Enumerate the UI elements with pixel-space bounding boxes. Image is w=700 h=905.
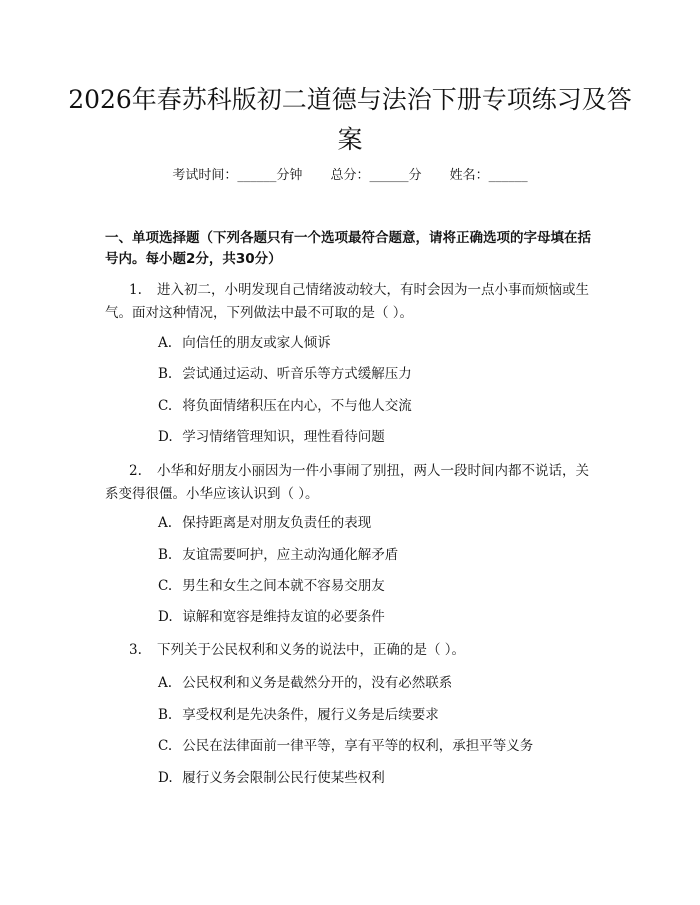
answer-option — [158, 607, 598, 627]
option-letter: D. — [158, 609, 173, 625]
option-text: 向信任的朋友或家人倾诉 — [182, 335, 331, 351]
option-text: 履行义务会限制公民行使某些权利 — [182, 770, 385, 786]
question-stem — [105, 279, 600, 325]
option-text: 公民权利和义务是截然分开的，没有必然联系 — [182, 675, 453, 691]
answer-option — [158, 673, 598, 693]
page-title: 2026年春苏科版初二道德与法治下册专项练习及答案 — [68, 85, 632, 154]
option-letter: C. — [158, 578, 173, 594]
option-letter: D. — [158, 429, 173, 445]
student-name-field: 姓名：______ — [449, 168, 528, 183]
question-text: 下列关于公民权利和义务的说法中，正确的是（ ）。 — [157, 642, 466, 658]
answer-option — [158, 513, 598, 533]
option-text: 保持距离是对朋友负责任的表现 — [182, 515, 372, 531]
question-number: 1. — [129, 282, 142, 298]
option-text: 享受权利是先决条件，履行义务是后续要求 — [182, 707, 439, 723]
option-text: 学习情绪管理知识，理性看待问题 — [182, 429, 385, 445]
question-number: 3. — [129, 642, 142, 658]
question-text: 小华和好朋友小丽因为一件小事闹了别扭，两人一段时间内都不说话，关系变得很僵。小华应该认识到（ ）。 — [105, 463, 589, 502]
option-letter: B. — [158, 707, 173, 723]
option-letter: C. — [158, 738, 173, 754]
answer-option — [158, 576, 598, 596]
option-letter: A. — [158, 675, 173, 691]
answer-option — [158, 364, 598, 384]
option-text: 谅解和宽容是维持友谊的必要条件 — [182, 609, 385, 625]
option-text: 友谊需要呵护，应主动沟通化解矛盾 — [182, 547, 399, 563]
option-letter: A. — [158, 515, 173, 531]
total-score-field: 总分：______分 — [330, 168, 422, 183]
option-letter: B. — [158, 547, 173, 563]
answer-option — [158, 768, 598, 788]
question-stem — [105, 460, 600, 506]
answer-option — [158, 736, 598, 756]
exam-time-field: 考试时间：______分钟 — [172, 168, 303, 183]
option-text: 公民在法律面前一律平等，享有平等的权利，承担平等义务 — [182, 738, 534, 754]
option-text: 将负面情绪积压在内心，不与他人交流 — [182, 398, 412, 414]
section-heading: 一、单项选择题（下列各题只有一个选项最符合题意，请将正确选项的字母填在括号内。每小题2分，共30分） — [105, 230, 591, 267]
answer-option — [158, 705, 598, 725]
option-letter: C. — [158, 398, 173, 414]
answer-option — [158, 396, 598, 416]
question-text: 进入初二，小明发现自己情绪波动较大，有时会因为一点小事而烦恼或生气。面对这种情况，下列做法中最不可取的是（ ）。 — [105, 282, 589, 321]
option-letter: D. — [158, 770, 173, 786]
question-number: 2. — [129, 463, 142, 479]
option-letter: B. — [158, 366, 173, 382]
option-text: 男生和女生之间本就不容易交朋友 — [182, 578, 385, 594]
answer-option — [158, 427, 598, 447]
exam-info-line — [0, 166, 700, 186]
question-stem — [105, 639, 600, 662]
answer-option — [158, 333, 598, 353]
option-letter: A. — [158, 335, 173, 351]
answer-option — [158, 545, 598, 565]
option-text: 尝试通过运动、听音乐等方式缓解压力 — [182, 366, 412, 382]
